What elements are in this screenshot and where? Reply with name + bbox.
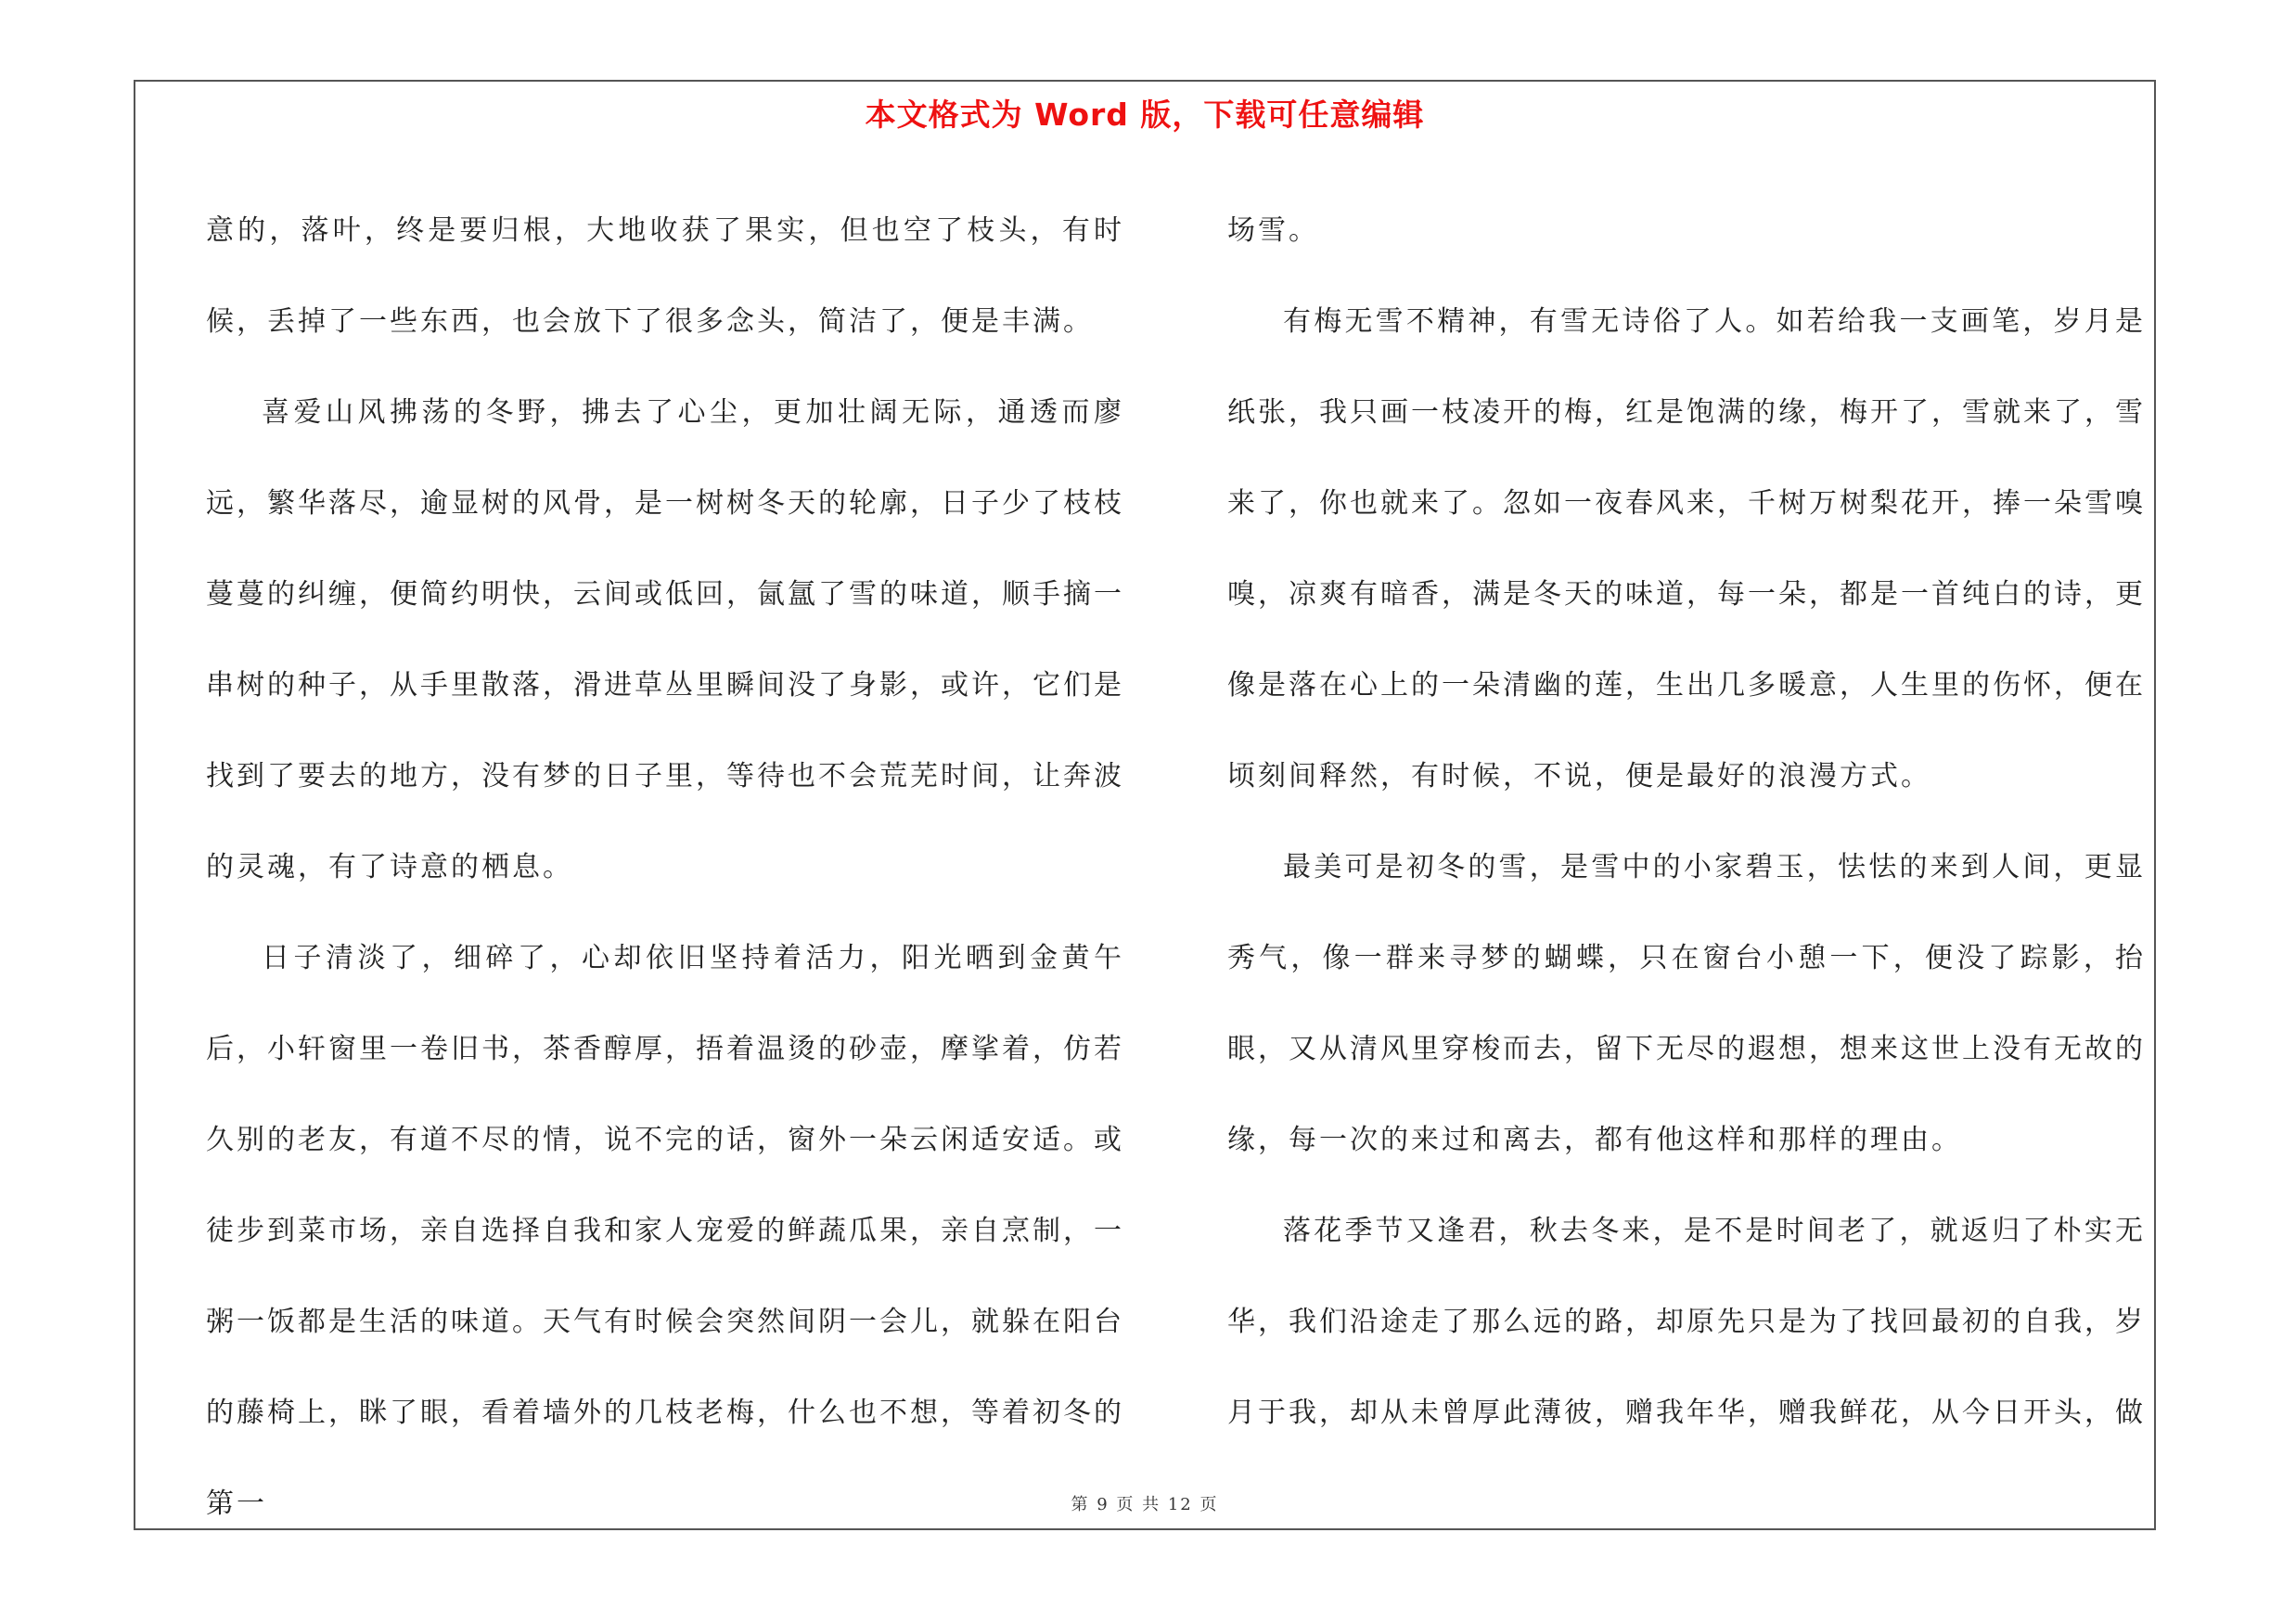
paragraph: 最美可是初冬的雪，是雪中的小家碧玉，怯怯的来到人间，更显秀气，像一群来寻梦的蝴蝶，只在窗台小憩一下，便没了踪影，抬眼，又从清风里穿梭而去，留下无尽的遐想，想来这世上没有无故的缘，每一次的来过和离去，都有他这样和那样的理由。	[1227, 851, 2146, 1156]
paragraph: 场雪。	[1227, 214, 1319, 247]
page-frame	[134, 80, 2156, 1530]
paragraph: 落花季节又逢君，秋去冬来，是不是时间老了，就返归了朴实无华，我们沿途走了那么远的路，却原先只是为了找回最初的自我，岁月于我，却从未曾厚此薄彼，赠我年华，赠我鲜花，从今日开头，做	[1227, 1215, 2146, 1429]
right-text-column	[1227, 186, 2146, 1459]
paragraph: 喜爱山风拂荡的冬野，拂去了心尘，更加壮阔无际，通透而廖远，繁华落尽，逾显树的风骨，是一树树冬天的轮廓，日子少了枝枝蔓蔓的纠缠，便简约明快，云间或低回，氤氲了雪的味道，顺手摘一串树的种子，从手里散落，滑进草丛里瞬间没了身影，或许，它们是找到了要去的地方，没有梦的日子里，等待也不会荒芜时间，让奔波的灵魂，有了诗意的栖息。	[206, 396, 1124, 883]
left-text-column	[206, 186, 1124, 1550]
word-format-banner: 本文格式为 Word 版，下载可任意编辑	[865, 97, 1425, 133]
paragraph: 有梅无雪不精神，有雪无诗俗了人。如若给我一支画笔，岁月是纸张，我只画一枝凌开的梅，红是饱满的缘，梅开了，雪就来了，雪来了，你也就来了。忽如一夜春风来，千树万树梨花开，捧一朵雪嗅嗅，凉爽有暗香，满是冬天的味道，每一朵，都是一首纯白的诗，更像是落在心上的一朵清幽的莲，生出几多暖意，人生里的伤怀，便在顷刻间释然，有时候，不说，便是最好的浪漫方式。	[1227, 305, 2146, 792]
paragraph: 日子清淡了，细碎了，心却依旧坚持着活力，阳光晒到金黄午后，小轩窗里一卷旧书，茶香醇厚，捂着温烫的砂壶，摩挲着，仿若久别的老友，有道不尽的情，说不完的话，窗外一朵云闲适安适。或徒步到菜市场，亲自选择自我和家人宠爱的鲜蔬瓜果，亲自烹制，一粥一饭都是生活的味道。天气有时候会突然间阴一会儿，就躲在阳台的藤椅上，眯了眼，看着墙外的几枝老梅，什么也不想，等着初冬的第一	[206, 942, 1124, 1520]
paragraph: 意的，落叶，终是要归根，大地收获了果实，但也空了枝头，有时候，丢掉了一些东西，也会放下了很多念头，简洁了，便是丰满。	[206, 214, 1124, 338]
page-number-footer: 第 9 页 共 12 页	[1071, 1495, 1219, 1514]
